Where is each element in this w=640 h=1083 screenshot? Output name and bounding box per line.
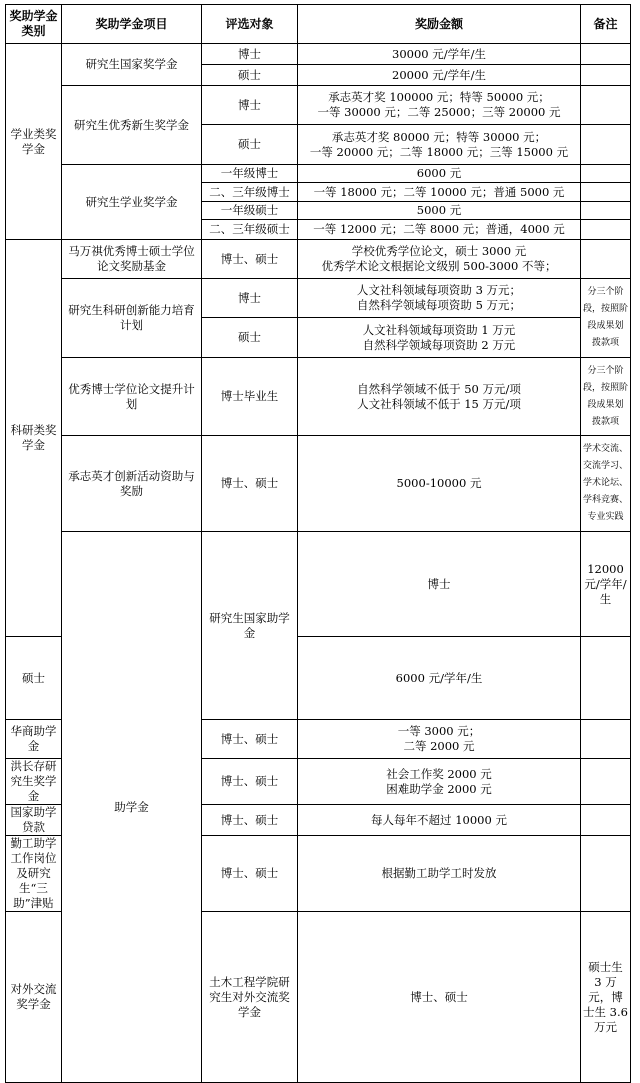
project-phd-thesis: 优秀博士学位论文提升计划 xyxy=(62,358,202,436)
category-academic: 学业类奖学金 xyxy=(6,44,62,240)
target-cell: 博士、硕士 xyxy=(202,720,298,759)
table-row xyxy=(6,532,631,637)
target-cell: 博士、硕士 xyxy=(298,912,581,1083)
header-target: 评选对象 xyxy=(202,5,298,44)
project-mawanqi: 马万祺优秀博士硕士学位论文奖励基金 xyxy=(62,240,202,279)
table-row xyxy=(6,279,631,318)
amount-cell: 每人每年不超过 10000 元 xyxy=(298,805,581,836)
amount-cell xyxy=(298,720,581,759)
amount-cell: 一等 12000 元；二等 8000 元；普通，4000 元 xyxy=(298,220,581,240)
table-row xyxy=(6,165,631,183)
note-line: 学术交流、 xyxy=(582,444,628,454)
scholarship-table xyxy=(5,4,631,1083)
note-line: 拨款项 xyxy=(591,416,619,427)
category-exchange: 对外交流奖学金 xyxy=(6,912,62,1083)
note-line: 学科竞赛、 xyxy=(582,495,628,505)
note-cell xyxy=(581,65,631,86)
target-cell: 博士 xyxy=(202,86,298,125)
target-cell: 博士毕业生 xyxy=(202,358,298,436)
amount-cell: 12000 元/学年/生 xyxy=(581,532,631,637)
category-research: 科研类奖学金 xyxy=(6,240,62,637)
note-cell xyxy=(581,759,631,805)
amount-cell: 5000 元 xyxy=(298,202,581,220)
amount-cell xyxy=(298,240,581,279)
note-line: 段，按照阶 xyxy=(582,382,628,393)
amount-line: 自然科学领域每项资助 2 万元 xyxy=(362,337,516,352)
note-cell xyxy=(581,240,631,279)
project-hongchangcun: 洪长存研究生奖学金 xyxy=(6,759,62,805)
note-cell xyxy=(581,125,631,165)
target-cell: 博士、硕士 xyxy=(202,805,298,836)
amount-line: 学校优秀学位论文，硕士 3000 元 xyxy=(351,244,527,258)
amount-line: 困难助学金 2000 元 xyxy=(386,781,492,796)
note-cell xyxy=(581,44,631,65)
project-three-assist: 勤工助学工作岗位及研究生“三助”津贴 xyxy=(6,836,62,912)
project-freshman-scholarship: 研究生优秀新生奖学金 xyxy=(62,86,202,165)
header-row xyxy=(6,5,631,44)
note-line: 分三个阶 xyxy=(587,287,624,297)
amount-cell xyxy=(298,86,581,125)
table-row xyxy=(6,240,631,279)
amount-cell: 30000 元/学年/生 xyxy=(298,44,581,65)
note-thesis xyxy=(581,358,631,436)
header-amount: 奖励金额 xyxy=(298,5,581,44)
project-academic-scholarship: 研究生学业奖学金 xyxy=(62,165,202,240)
header-project: 奖助学金项目 xyxy=(62,5,202,44)
header-note: 备注 xyxy=(581,5,631,44)
target-cell: 博士、硕士 xyxy=(202,759,298,805)
project-huashang: 华商助学金 xyxy=(6,720,62,759)
amount-line: 承志英才奖 80000 元；特等 30000 元； xyxy=(331,129,547,144)
note-line: 交流学习、 xyxy=(582,461,628,471)
amount-cell xyxy=(298,279,581,318)
project-exchange-scholarship: 土木工程学院研究生对外交流奖学金 xyxy=(202,912,298,1083)
note-cell xyxy=(581,183,631,202)
amount-line: 人文社科领域不低于 15 万元/项 xyxy=(357,396,521,411)
note-cell xyxy=(581,220,631,240)
target-cell: 博士 xyxy=(202,44,298,65)
target-cell: 博士 xyxy=(202,279,298,318)
amount-line: 二等 2000 元 xyxy=(403,739,475,753)
project-national-scholarship: 研究生国家奖学金 xyxy=(62,44,202,86)
amount-line: 一等 3000 元； xyxy=(397,724,481,738)
amount-cell xyxy=(298,125,581,165)
note-cell xyxy=(581,805,631,836)
note-cell xyxy=(581,86,631,125)
amount-line: 人文社科领域每项资助 3 万元； xyxy=(356,283,522,297)
table-row xyxy=(6,436,631,532)
target-cell: 一年级博士 xyxy=(202,165,298,183)
note-cell xyxy=(581,165,631,183)
amount-line: 社会工作奖 2000 元 xyxy=(386,766,492,781)
amount-line: 优秀学术论文根据论文级别 500-3000 不等； xyxy=(321,259,557,273)
table-row xyxy=(6,358,631,436)
amount-cell xyxy=(298,318,581,358)
note-line: 专业实践 xyxy=(587,512,624,522)
header-category: 奖助学金类别 xyxy=(6,5,62,44)
project-innovation: 研究生科研创新能力培育计划 xyxy=(62,279,202,358)
amount-cell xyxy=(298,358,581,436)
amount-cell: 6000 元 xyxy=(298,165,581,183)
note-line: 段成果划 xyxy=(587,321,624,331)
target-cell: 二、三年级博士 xyxy=(202,183,298,202)
note-cell xyxy=(581,720,631,759)
amount-cell xyxy=(298,759,581,805)
amount-cell: 5000-10000 元 xyxy=(298,436,581,532)
table-row xyxy=(6,44,631,65)
note-line: 学术论坛、 xyxy=(582,478,628,488)
target-cell: 博士、硕士 xyxy=(202,836,298,912)
amount-line: 人文社科领域每项资助 1 万元 xyxy=(362,322,516,337)
target-cell: 博士 xyxy=(298,532,581,637)
amount-line: 承志英才奖 100000 元；特等 50000 元； xyxy=(328,90,550,104)
amount-line: 一等 30000 元；二等 25000；三等 20000 元 xyxy=(317,105,561,119)
category-aid: 助学金 xyxy=(62,532,202,1083)
target-cell: 博士、硕士 xyxy=(202,240,298,279)
target-cell: 博士、硕士 xyxy=(202,436,298,532)
target-cell: 硕士 xyxy=(6,637,62,720)
note-cell xyxy=(581,836,631,912)
target-cell: 硕士 xyxy=(202,125,298,165)
table-row xyxy=(6,86,631,125)
amount-line: 一等 20000 元；二等 18000 元；三等 15000 元 xyxy=(309,144,569,159)
note-line: 段，按照阶 xyxy=(582,304,628,314)
amount-cell: 6000 元/学年/生 xyxy=(298,637,581,720)
note-cell xyxy=(581,202,631,220)
target-cell: 硕士 xyxy=(202,318,298,358)
note-chengzhi xyxy=(581,436,631,532)
amount-line: 自然科学领域不低于 50 万元/项 xyxy=(357,381,521,396)
amount-line: 自然科学领域每项资助 5 万元； xyxy=(356,298,522,312)
project-national-loan: 国家助学贷款 xyxy=(6,805,62,836)
project-chengzhi-innovation: 承志英才创新活动资助与奖励 xyxy=(62,436,202,532)
note-line: 段成果划 xyxy=(587,399,624,410)
target-cell: 一年级硕士 xyxy=(202,202,298,220)
amount-cell: 一等 18000 元；二等 10000 元；普通 5000 元 xyxy=(298,183,581,202)
note-innovation xyxy=(581,279,631,358)
target-cell: 硕士 xyxy=(202,65,298,86)
amount-cell: 硕士生 3 万元，博士生 3.6 万元 xyxy=(581,912,631,1083)
target-cell: 二、三年级硕士 xyxy=(202,220,298,240)
note-line: 拨款项 xyxy=(591,338,619,348)
amount-cell: 根据勤工助学工时发放 xyxy=(298,836,581,912)
project-national-grant: 研究生国家助学金 xyxy=(202,532,298,720)
amount-cell: 20000 元/学年/生 xyxy=(298,65,581,86)
note-line: 分三个阶 xyxy=(587,365,624,376)
